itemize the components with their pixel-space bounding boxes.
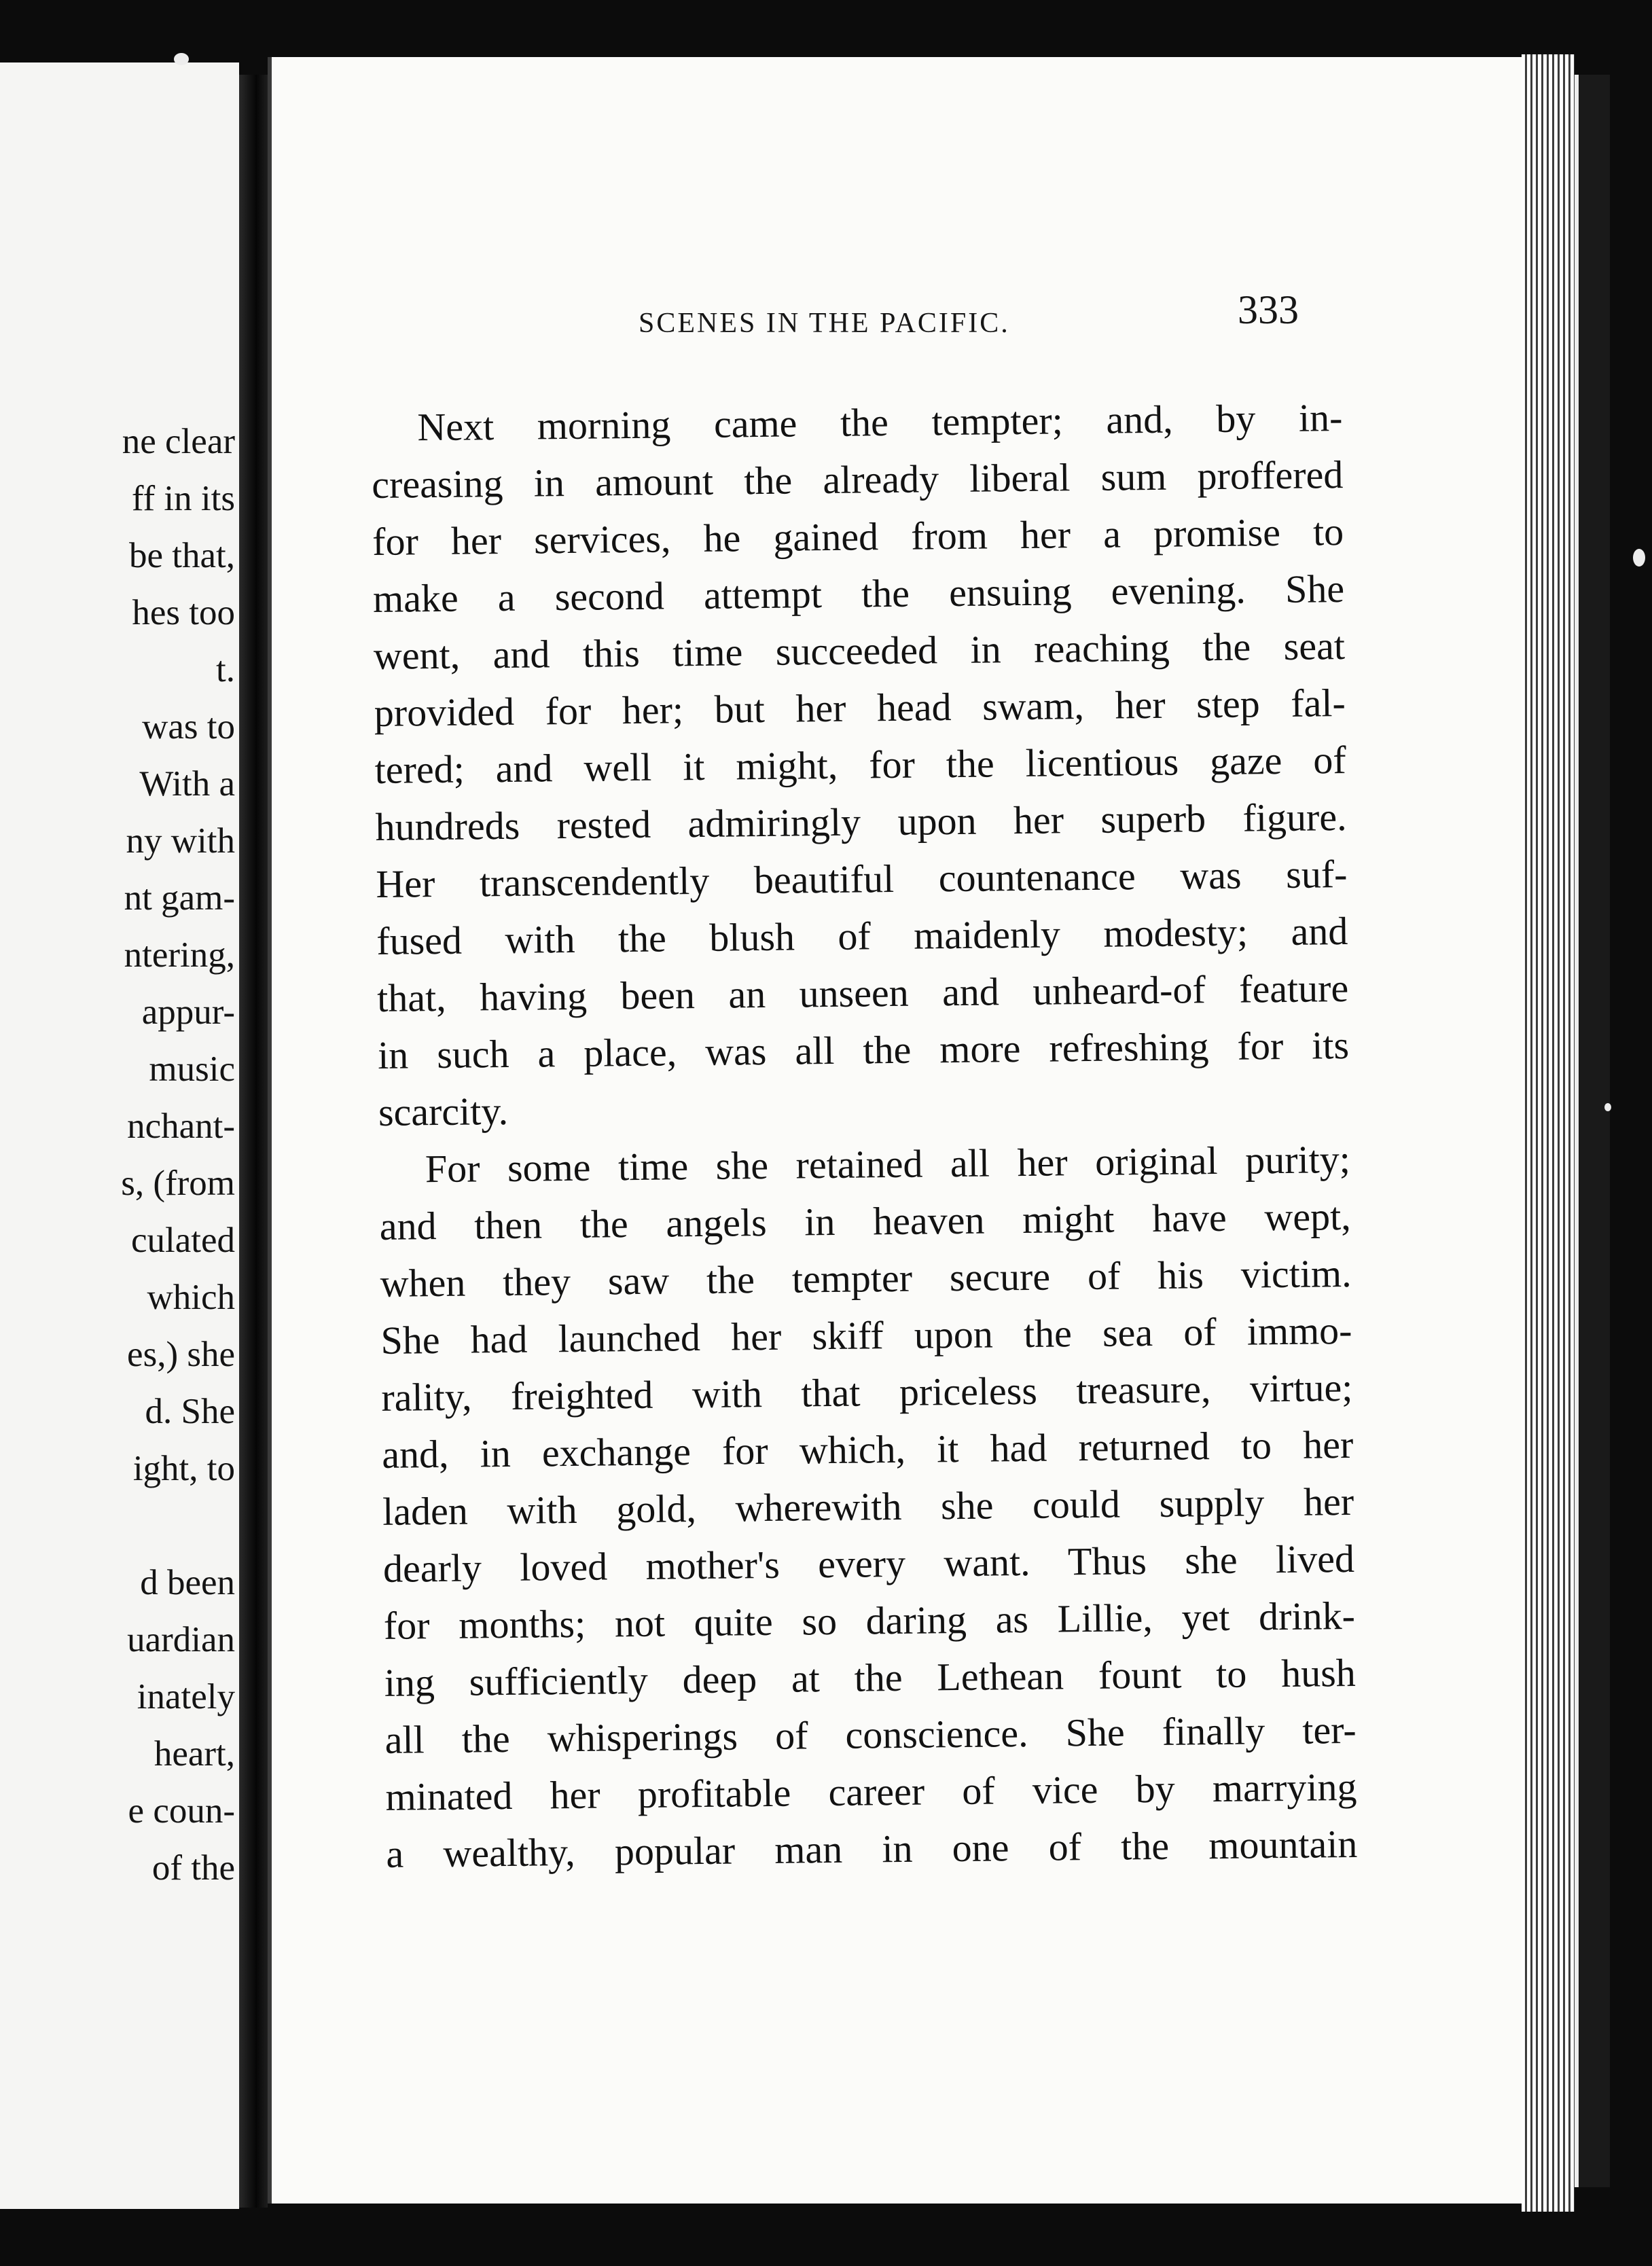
left-fragment-line: heart,: [154, 1734, 235, 1774]
text-line: a wealthy, popular man in one of the mountain: [386, 1821, 1358, 1876]
text-line: that, having been an unseen and unheard-of feature: [376, 965, 1349, 1020]
page-edges: [1522, 54, 1575, 2212]
left-fragment-blank-line: [0, 1497, 239, 1554]
left-fragment-line: d been: [140, 1563, 235, 1602]
text-line: for her services, he gained from her a promise to: [372, 509, 1344, 564]
page-number: 333: [1238, 287, 1299, 332]
text-line: minated her profitable career of vice by marrying: [385, 1764, 1357, 1819]
text-line: She had launched her skiff upon the sea of immo-: [380, 1308, 1352, 1363]
left-fragment-line: With a: [139, 764, 235, 804]
left-fragment-line: nt gam-: [124, 878, 235, 918]
text-line: For some time she retained all her original purity;: [425, 1136, 1351, 1191]
text-line: laden with gold, wherewith she could supply her: [382, 1479, 1354, 1534]
left-facing-page: [0, 62, 239, 2209]
left-fragment-line: ff in its: [131, 479, 235, 518]
left-fragment-line: inately: [137, 1677, 235, 1716]
body-text: [371, 389, 1358, 1883]
text-line: and, in exchange for which, it had returned to her: [381, 1422, 1354, 1477]
scan-speck: [174, 53, 189, 65]
text-line: fused with the blush of maidenly modesty; and: [376, 908, 1348, 963]
left-fragment-line: uardian: [127, 1620, 235, 1659]
book-gutter: [239, 75, 268, 2208]
paragraph: [371, 389, 1350, 1141]
left-fragment-line: culated: [130, 1221, 235, 1260]
text-line: scarcity.: [378, 1088, 509, 1134]
left-fragment-line: of the: [151, 1848, 235, 1888]
left-fragment-line: d. She: [145, 1392, 235, 1431]
text-line: and then the angels in heaven might have wept,: [379, 1193, 1352, 1248]
left-fragment-line: es,) she: [127, 1335, 235, 1374]
text-line: ing sufficiently deep at the Lethean fount to hush: [384, 1650, 1357, 1705]
left-fragment-line: hes too: [132, 593, 235, 632]
left-fragment-line: s, (from: [121, 1164, 235, 1203]
paragraph: [378, 1131, 1357, 1883]
left-fragment-line: nchant-: [127, 1107, 235, 1146]
text-line: rality, freighted with that priceless treasure, virtue;: [381, 1365, 1353, 1420]
text-line: creasing in amount the already liberal sum proffered: [371, 452, 1344, 507]
text-line: in such a place, was all the more refreshing for its: [377, 1022, 1350, 1077]
left-fragment-line: be that,: [129, 536, 235, 575]
scan-speck: [1633, 549, 1645, 566]
left-fragment-line: ny with: [126, 821, 235, 861]
left-fragment-line: appur-: [141, 992, 235, 1032]
left-fragment-line: ight, to: [132, 1449, 235, 1488]
scan-speck: [1604, 1103, 1611, 1111]
book-cover-edge: [1575, 75, 1610, 2187]
text-line: all the whisperings of conscience. She finally ter-: [384, 1707, 1357, 1762]
left-fragment-line: e coun-: [128, 1791, 235, 1831]
left-fragment-line: music: [149, 1049, 235, 1089]
text-line: for months; not quite so daring as Lillie, yet drink-: [383, 1593, 1356, 1648]
text-line: provided for her; but her head swam, her step fal-: [374, 681, 1346, 735]
left-fragment-line: was to: [142, 707, 235, 747]
text-line: went, and this time succeeded in reaching the seat: [373, 624, 1346, 678]
left-fragment-line: ntering,: [124, 935, 235, 975]
text-line: Next morning came the tempter; and, by in-: [417, 395, 1343, 450]
left-page-text-fragments: [0, 413, 239, 1896]
left-fragment-line: ne clear: [122, 422, 235, 461]
left-fragment-line: which: [147, 1278, 235, 1317]
text-line: Her transcendently beautiful countenance was suf-: [376, 851, 1348, 906]
text-line: tered; and well it might, for the licentious gaze of: [374, 737, 1346, 792]
text-line: make a second attempt the ensuing evening. She: [372, 566, 1345, 621]
text-line: hundreds rested admiringly upon her superb figure.: [375, 794, 1347, 849]
text-line: dearly loved mother's every want. Thus she lived: [382, 1536, 1355, 1591]
text-line: when they saw the tempter secure of his victim.: [380, 1251, 1352, 1306]
left-fragment-line: t.: [216, 650, 235, 689]
running-head: SCENES IN THE PACIFIC.: [639, 308, 1010, 339]
